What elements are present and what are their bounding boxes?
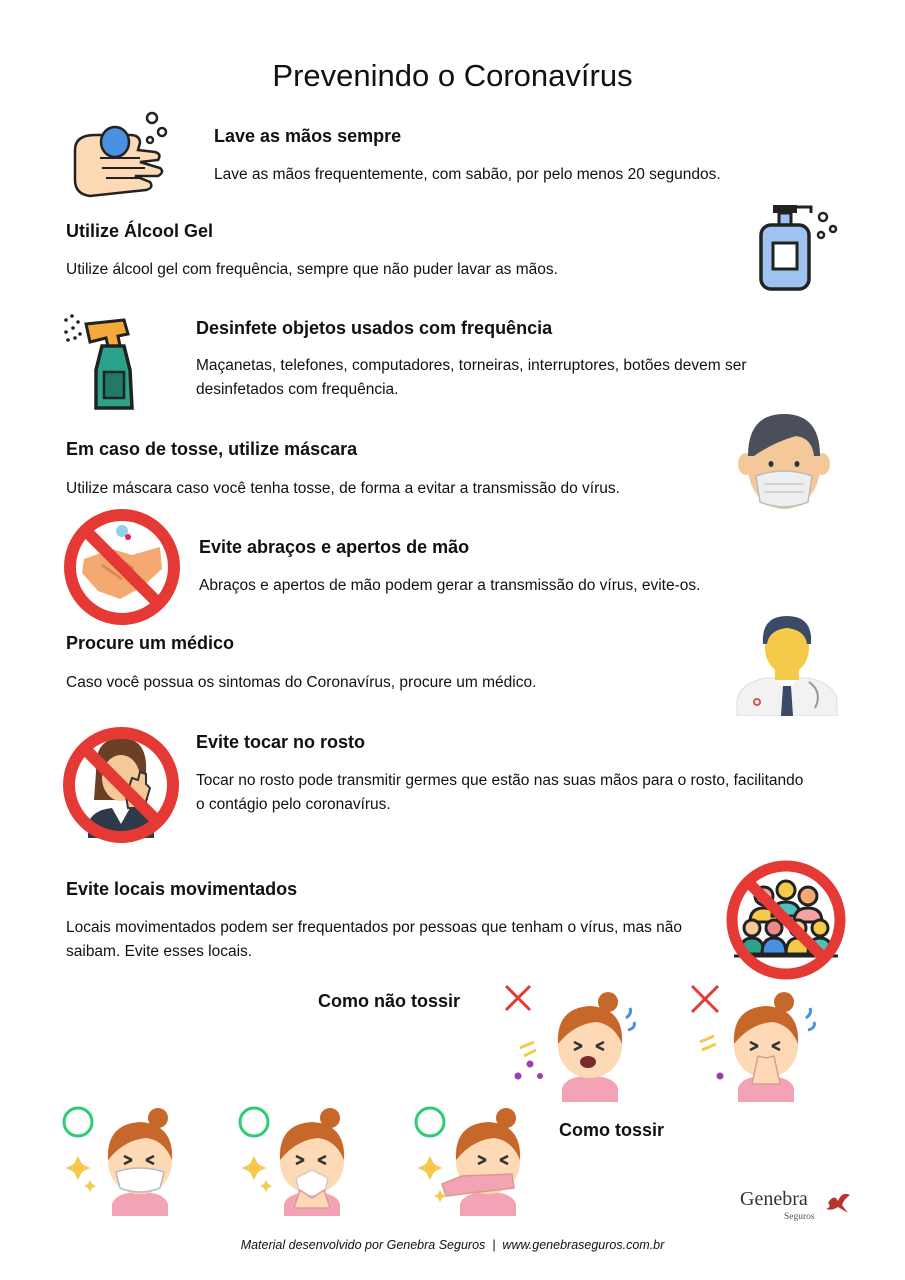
- page-title: Prevenindo o Coronavírus: [272, 58, 633, 93]
- cough-mask-right-icon: [60, 1104, 180, 1216]
- no-handshake-icon: [62, 507, 182, 627]
- section-body: Locais movimentados podem ser frequentados por pessoas que tenham o vírus, mas não saibam. Evite esses locais.: [66, 919, 683, 960]
- section-body: Caso você possua os sintomas do Coronavírus, procure um médico.: [66, 674, 537, 691]
- cough-hands-wrong-icon: [688, 984, 828, 1102]
- cough-open-wrong-icon: [500, 984, 640, 1102]
- genebra-logo: [740, 1187, 860, 1227]
- face-mask-person-icon: [734, 412, 834, 512]
- doctor-icon: [735, 612, 839, 716]
- footer-credit: Material desenvolvido por Genebra Seguros | www.genebraseguros.com.br: [240, 1238, 665, 1252]
- section-body: Maçanetas, telefones, computadores, torneiras, interruptores, botões devem ser desinfetados com frequência.: [196, 357, 747, 398]
- section-heading: Utilize Álcool Gel: [66, 221, 214, 241]
- logo-sub: Seguros: [784, 1212, 815, 1222]
- spray-bottle-icon: [62, 310, 142, 414]
- cough-right-label: Como tossir: [559, 1120, 665, 1140]
- section-body: Lave as mãos frequentemente, com sabão, por pelo menos 20 segundos.: [214, 166, 721, 183]
- no-crowd-icon: [724, 858, 848, 982]
- section-heading: Evite abraços e apertos de mão: [199, 537, 470, 557]
- section-heading: Em caso de tosse, utilize máscara: [66, 439, 358, 459]
- section-body: Tocar no rosto pode transmitir germes que estão nas suas mãos para o rosto, facilitando o contágio pelo coronavírus.: [196, 772, 804, 813]
- no-face-touch-icon: [62, 726, 180, 844]
- hand-washing-icon: [70, 110, 170, 202]
- alcohol-gel-bottle-icon: [757, 203, 839, 293]
- cough-elbow-right-icon: [412, 1104, 532, 1216]
- section-body: Utilize álcool gel com frequência, sempre que não puder lavar as mãos.: [66, 261, 558, 278]
- section-heading: Procure um médico: [66, 633, 235, 653]
- cough-tissue-right-icon: [236, 1104, 356, 1216]
- logo-name: Genebra: [740, 1188, 808, 1210]
- section-heading: Lave as mãos sempre: [214, 126, 402, 146]
- section-body: Utilize máscara caso você tenha tosse, de forma a evitar a transmissão do vírus.: [66, 480, 620, 497]
- section-heading: Evite locais movimentados: [66, 879, 298, 899]
- section-heading: Evite tocar no rosto: [196, 732, 366, 752]
- section-body: Abraços e apertos de mão podem gerar a transmissão do vírus, evite-os.: [199, 577, 701, 594]
- cough-wrong-label: Como não tossir: [318, 991, 461, 1011]
- bird-logo-icon: [824, 1189, 852, 1217]
- section-heading: Desinfete objetos usados com frequência: [196, 318, 553, 338]
